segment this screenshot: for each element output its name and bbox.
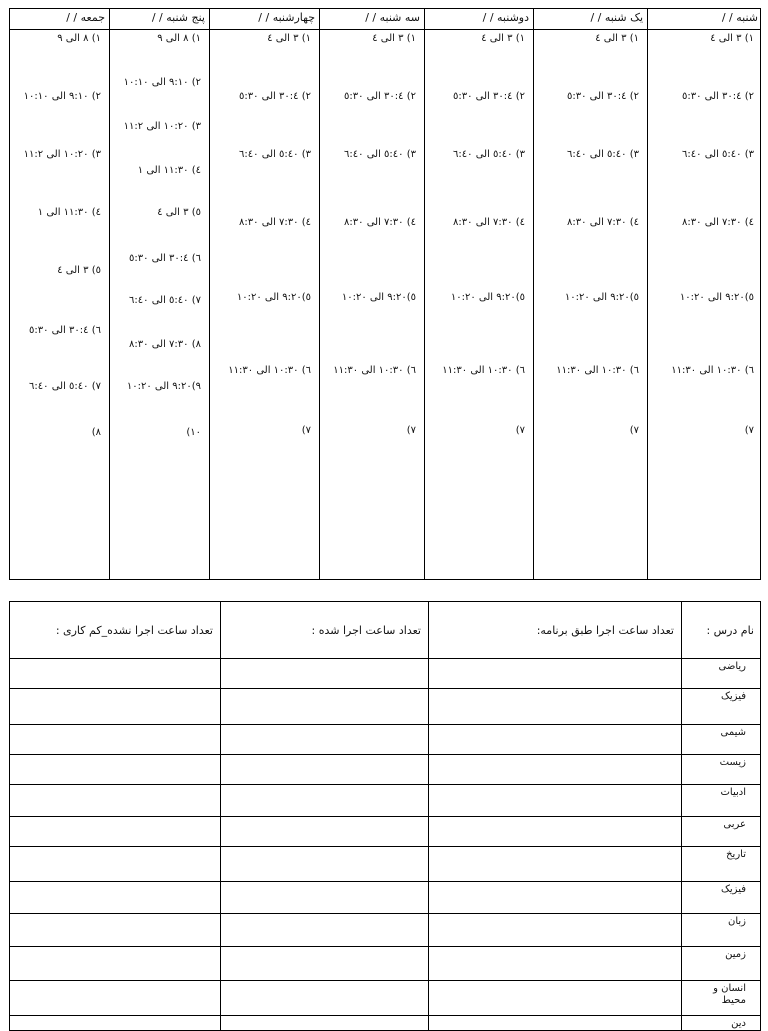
time-slot: ۷) [301, 425, 311, 436]
subject-name: زیست [719, 757, 746, 768]
day-header: چهارشنبه / / [258, 11, 315, 24]
time-slot: ٦) ۱۰:۳۰ الی ۱۱:۳۰ [671, 365, 754, 376]
column-divider [533, 9, 534, 579]
subject-name: عربی [723, 819, 746, 830]
day-header: سه شنبه / / [365, 11, 420, 24]
hours-summary-table [9, 601, 761, 1031]
time-slot: ۳) ۱۰:۲۰ الی ۱۱:۲ [23, 149, 101, 160]
weekly-schedule-table [9, 8, 761, 580]
time-slot: ۷) [629, 425, 639, 436]
time-slot: ٦) ٤:۳۰ الی ٥:۳۰ [29, 325, 101, 336]
time-slot: ۳) ۱۰:۲۰ الی ۱۱:۲ [123, 121, 201, 132]
column-divider [319, 9, 320, 579]
day-header: دوشنبه / / [482, 11, 529, 24]
time-slot: ۲) ٤:۳۰ الی ٥:۳۰ [567, 91, 639, 102]
time-slot: ۳) ٥:٤۰ الی ٦:٤۰ [344, 149, 416, 160]
time-slot: ۱) ۸ الی ۹ [157, 33, 201, 44]
row-divider [10, 913, 760, 914]
time-slot: ٤) ۷:۳۰ الی ۸:۳۰ [682, 217, 754, 228]
row-divider [10, 881, 760, 882]
time-slot: ٤) ۷:۳۰ الی ۸:۳۰ [453, 217, 525, 228]
row-divider [10, 724, 760, 725]
time-slot: ۳) ٥:٤۰ الی ٦:٤۰ [453, 149, 525, 160]
time-slot: ٥)۹:۲۰ الی ۱۰:۲۰ [564, 292, 639, 303]
column-header-done: تعداد ساعت اجرا شده : [311, 624, 421, 637]
day-header: شنبه / / [721, 11, 758, 24]
time-slot: ۷) [515, 425, 525, 436]
row-divider [10, 816, 760, 817]
time-slot: ٤) ۱۱:۳۰ الی ۱ [37, 207, 101, 218]
time-slot: ٤) ۷:۳۰ الی ۸:۳۰ [239, 217, 311, 228]
day-header: جمعه / / [66, 11, 105, 24]
row-divider [10, 980, 760, 981]
time-slot: ۷) ٥:٤۰ الی ٦:٤۰ [29, 381, 101, 392]
time-slot: ٥) ۳ الی ٤ [57, 265, 101, 276]
subject-name: فیزیک [720, 691, 746, 702]
column-header-not-done: تعداد ساعت اجرا نشده_کم کاری : [55, 624, 213, 637]
row-divider [10, 784, 760, 785]
column-divider [209, 9, 210, 579]
row-divider [10, 846, 760, 847]
time-slot: ٤) ۷:۳۰ الی ۸:۳۰ [567, 217, 639, 228]
column-divider [109, 9, 110, 579]
time-slot: ۹)۹:۲۰ الی ۱۰:۲۰ [126, 381, 201, 392]
time-slot: ٤) ۷:۳۰ الی ۸:۳۰ [344, 217, 416, 228]
time-slot: ۱) ۳ الی ٤ [710, 33, 754, 44]
column-header-planned: تعداد ساعت اجرا طبق برنامه: [536, 624, 674, 637]
subject-name: فیزیک [720, 884, 746, 895]
time-slot: ۸) [91, 427, 101, 438]
subject-name: زمین [725, 949, 746, 960]
time-slot: ۲) ٤:۳۰ الی ٥:۳۰ [344, 91, 416, 102]
subject-name: انسان و محیط [713, 983, 746, 1006]
time-slot: ۲) ٤:۳۰ الی ٥:۳۰ [453, 91, 525, 102]
time-slot: ٤) ۱۱:۳۰ الی ۱ [137, 165, 201, 176]
time-slot: ۲) ۹:۱۰ الی ۱۰:۱۰ [123, 77, 201, 88]
row-divider [10, 658, 760, 659]
row-divider [10, 1015, 760, 1016]
time-slot: ٥)۹:۲۰ الی ۱۰:۲۰ [679, 292, 754, 303]
row-divider [10, 754, 760, 755]
time-slot: ۷) [744, 425, 754, 436]
subject-name: ریاضی [718, 661, 746, 672]
time-slot: ۷) [406, 425, 416, 436]
day-header: یک شنبه / / [590, 11, 643, 24]
time-slot: ۱) ۸ الی ۹ [57, 33, 101, 44]
subject-name: دین [731, 1018, 746, 1029]
time-slot: ۲) ٤:۳۰ الی ٥:۳۰ [239, 91, 311, 102]
time-slot: ۲) ٤:۳۰ الی ٥:۳۰ [682, 91, 754, 102]
time-slot: ٥)۹:۲۰ الی ۱۰:۲۰ [450, 292, 525, 303]
time-slot: ۸) ۷:۳۰ الی ۸:۳۰ [129, 339, 201, 350]
time-slot: ٦) ۱۰:۳۰ الی ۱۱:۳۰ [442, 365, 525, 376]
time-slot: ۱) ۳ الی ٤ [267, 33, 311, 44]
time-slot: ۱) ۳ الی ٤ [372, 33, 416, 44]
time-slot: ۱) ۳ الی ٤ [481, 33, 525, 44]
time-slot: ۳) ٥:٤۰ الی ٦:٤۰ [239, 149, 311, 160]
time-slot: ٥) ۳ الی ٤ [157, 207, 201, 218]
time-slot: ٥)۹:۲۰ الی ۱۰:۲۰ [236, 292, 311, 303]
time-slot: ٦) ۱۰:۳۰ الی ۱۱:۳۰ [228, 365, 311, 376]
time-slot: ۳) ٥:٤۰ الی ٦:٤۰ [567, 149, 639, 160]
subject-name: ادبیات [720, 787, 746, 798]
time-slot: ٦) ۱۰:۳۰ الی ۱۱:۳۰ [556, 365, 639, 376]
row-divider [10, 688, 760, 689]
time-slot: ۷) ٥:٤۰ الی ٦:٤۰ [129, 295, 201, 306]
time-slot: ٦) ۱۰:۳۰ الی ۱۱:۳۰ [333, 365, 416, 376]
time-slot: ٦) ٤:۳۰ الی ٥:۳۰ [129, 253, 201, 264]
subject-name: تاریخ [726, 849, 746, 860]
time-slot: ۱۰) [186, 427, 201, 438]
subject-name: زبان [727, 916, 746, 927]
column-divider [647, 9, 648, 579]
time-slot: ۱) ۳ الی ٤ [595, 33, 639, 44]
time-slot: ۲) ۹:۱۰ الی ۱۰:۱۰ [23, 91, 101, 102]
subject-name: شیمی [720, 727, 746, 738]
time-slot: ٥)۹:۲۰ الی ۱۰:۲۰ [341, 292, 416, 303]
column-header-subject: نام درس : [706, 624, 754, 637]
column-divider [424, 9, 425, 579]
row-divider [10, 946, 760, 947]
day-header: پنج شنبه / / [151, 11, 205, 24]
time-slot: ۳) ٥:٤۰ الی ٦:٤۰ [682, 149, 754, 160]
